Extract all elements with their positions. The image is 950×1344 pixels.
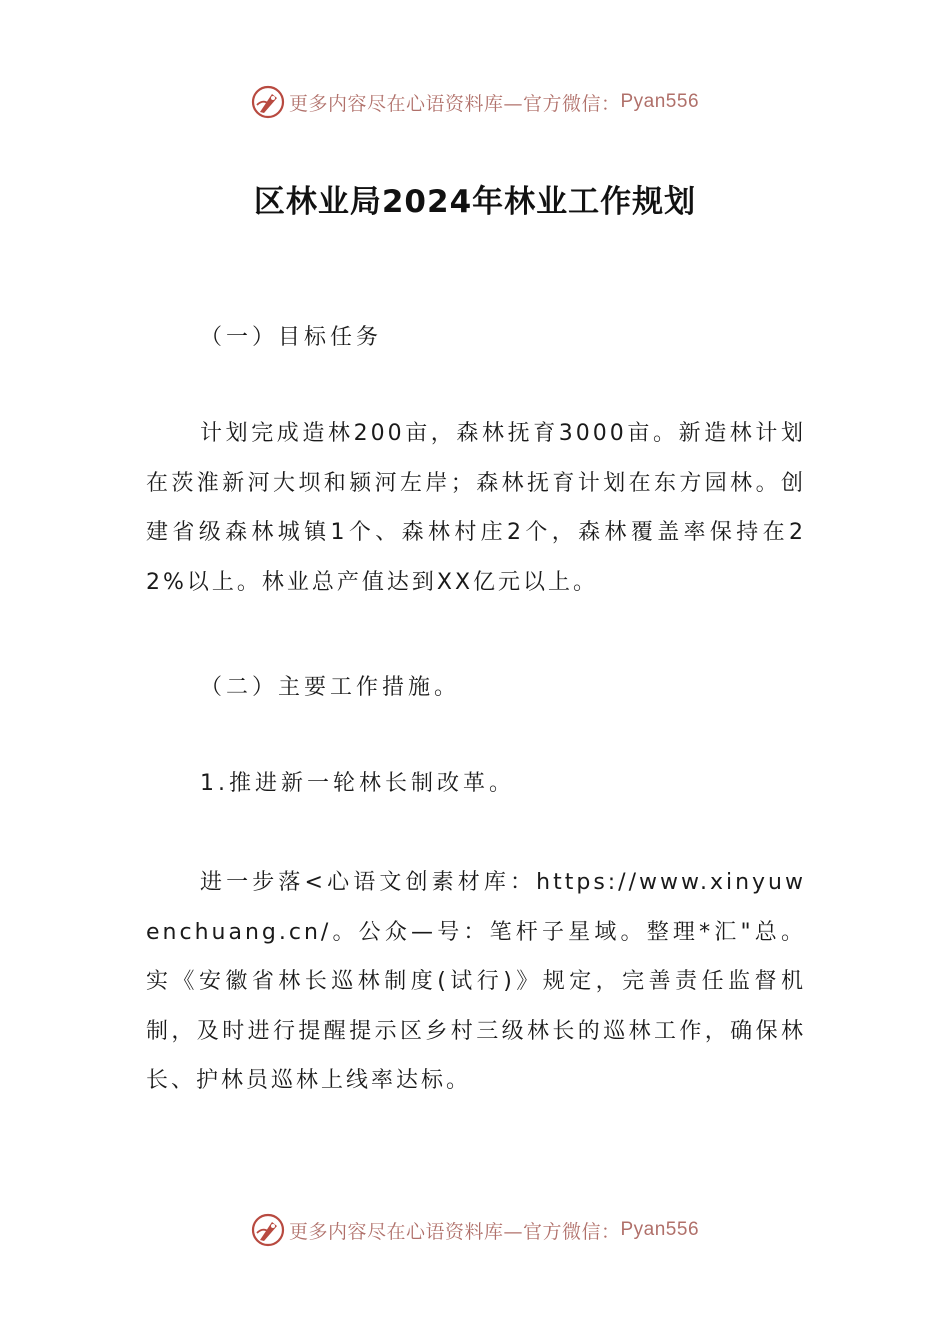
header-banner: [0, 82, 950, 122]
banner-text: 更多内容尽在心语资料库—官方微信：: [288, 92, 621, 115]
pen-nib-logo-icon: [251, 1213, 285, 1247]
section-heading-measures: （二）主要工作措施。: [200, 675, 461, 700]
section-body-goals: 计划完成造林200亩，森林抚育3000亩。新造林计划在茨淮新河大坝和颍河左岸；森林抚育计划在东方园林。创建省级森林城镇1个、森林村庄2个，森林覆盖率保持在22%以上。林业总产值达到XX亿元以上。: [146, 421, 806, 595]
banner-wechat-id: Pyan556: [620, 1219, 700, 1240]
pen-nib-logo-icon: [251, 85, 285, 119]
document-title: 区林业局2024年林业工作规划: [253, 184, 697, 220]
footer-banner: [0, 1210, 950, 1250]
item-body-forest-chief-reform: 进一步落<心语文创素材库：https://www.xinyuwenchuang.cn/。公众—号：笔杆子星域。整理*汇"总。实《安徽省林长巡林制度(试行)》规定，完善责任监督机制，及时进行提醒提示区乡村三级林长的巡林工作，确保林长、护林员巡林上线率达标。: [146, 870, 806, 1093]
banner-wechat-id: Pyan556: [620, 91, 700, 112]
section-heading-goals: （一）目标任务: [200, 325, 383, 350]
item-heading-forest-chief-reform: 1.推进新一轮林长制改革。: [200, 771, 515, 796]
banner-text: 更多内容尽在心语资料库—官方微信：: [288, 1220, 621, 1243]
